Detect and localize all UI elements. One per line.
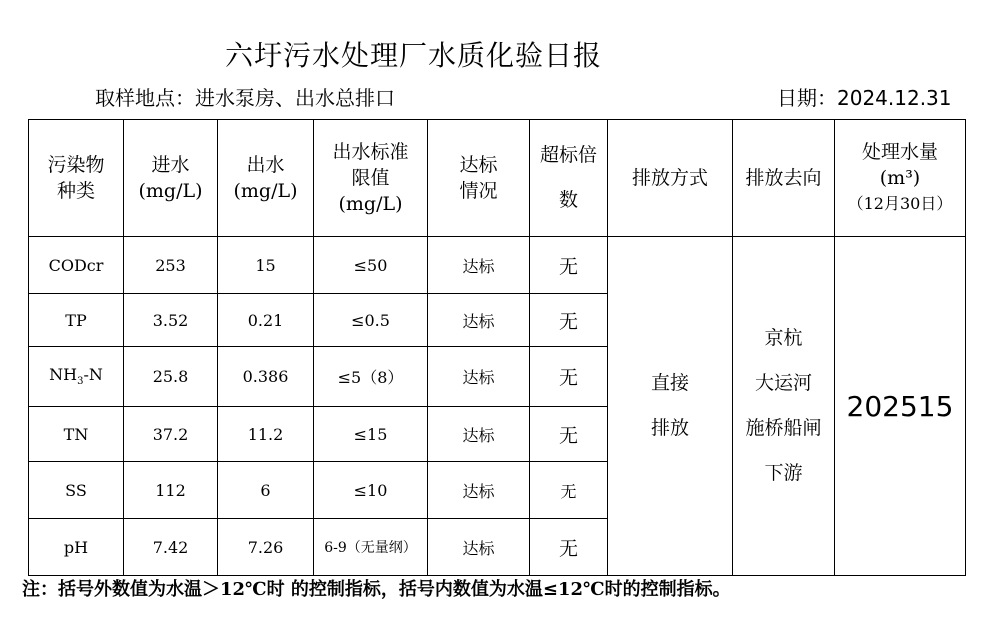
influent-cell: 7.42 xyxy=(124,519,218,576)
pollutant-cell: pH xyxy=(29,519,124,576)
exceed-cell: 无 xyxy=(530,347,608,407)
pollutant-cell: TN xyxy=(29,407,124,462)
limit-cell: ≤15 xyxy=(314,407,428,462)
pollutant-cell: CODcr xyxy=(29,237,124,294)
limit-cell: ≤5（8） xyxy=(314,347,428,407)
compliance-cell: 达标 xyxy=(428,519,530,576)
effluent-cell: 11.2 xyxy=(218,407,314,462)
compliance-cell: 达标 xyxy=(428,294,530,347)
exceed-cell: 无 xyxy=(530,237,608,294)
header-volume: 处理水量 (m³) （12月30日） xyxy=(835,120,966,237)
compliance-cell: 达标 xyxy=(428,347,530,407)
pollutant-cell: SS xyxy=(29,462,124,519)
volume-cell: 202515 xyxy=(835,237,966,576)
compliance-cell: 达标 xyxy=(428,407,530,462)
pollutant-cell: TP xyxy=(29,294,124,347)
table-row xyxy=(29,237,966,294)
header-discharge-method: 排放方式 xyxy=(608,120,733,237)
exceed-cell: 无 xyxy=(530,407,608,462)
compliance-cell: 达标 xyxy=(428,237,530,294)
report-title: 六圩污水处理厂水质化验日报 xyxy=(225,39,603,72)
limit-cell: 6-9（无量纲） xyxy=(314,519,428,576)
header-exceed: 超标倍 数 xyxy=(530,120,608,237)
exceed-cell: 无 xyxy=(530,519,608,576)
effluent-cell: 0.21 xyxy=(218,294,314,347)
header-compliance: 达标 情况 xyxy=(428,120,530,237)
influent-cell: 253 xyxy=(124,237,218,294)
effluent-cell: 0.386 xyxy=(218,347,314,407)
sampling-location: 取样地点：进水泵房、出水总排口 xyxy=(95,86,395,110)
limit-cell: ≤0.5 xyxy=(314,294,428,347)
discharge-method-cell: 直接 排放 xyxy=(608,237,733,576)
limit-cell: ≤50 xyxy=(314,237,428,294)
effluent-cell: 7.26 xyxy=(218,519,314,576)
influent-cell: 112 xyxy=(124,462,218,519)
pollutant-cell: $NH_3-N$ xyxy=(29,347,124,407)
header-row xyxy=(29,120,966,237)
compliance-cell: 达标 xyxy=(428,462,530,519)
influent-cell: 25.8 xyxy=(124,347,218,407)
exceed-cell: 无 xyxy=(530,462,608,519)
limit-cell: ≤10 xyxy=(314,462,428,519)
report-date: 日期：2024.12.31 xyxy=(777,86,952,110)
effluent-cell: 6 xyxy=(218,462,314,519)
effluent-cell: 15 xyxy=(218,237,314,294)
header-discharge-direction: 排放去向 xyxy=(733,120,835,237)
header-effluent: 出水 (mg/L) xyxy=(218,120,314,237)
header-influent: 进水 (mg/L) xyxy=(124,120,218,237)
footnote: 注：括号外数值为水温＞12℃时 的控制指标，括号内数值为水温≤12℃时的控制指标。 xyxy=(22,579,731,600)
influent-cell: 37.2 xyxy=(124,407,218,462)
influent-cell: 3.52 xyxy=(124,294,218,347)
header-limit: 出水标准 限值 (mg/L) xyxy=(314,120,428,237)
water-quality-table xyxy=(28,119,966,576)
exceed-cell: 无 xyxy=(530,294,608,347)
discharge-direction-cell: 京杭 大运河 施桥船闸 下游 xyxy=(733,237,835,576)
header-pollutant: 污染物 种类 xyxy=(29,120,124,237)
